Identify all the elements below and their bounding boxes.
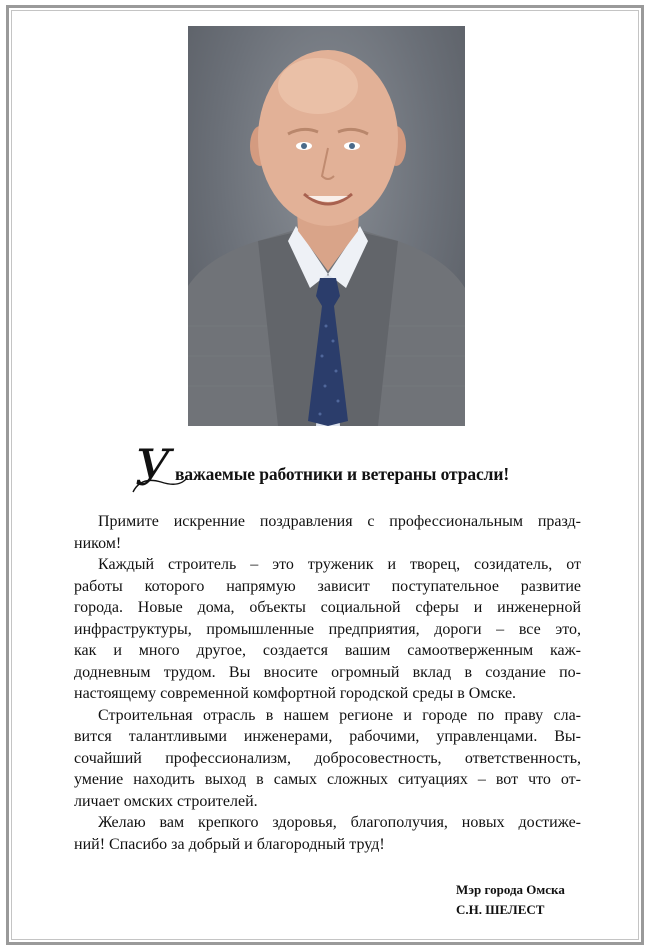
body-line: вится талантливыми инженерами, рабочими, управленцами. Вы- xyxy=(74,728,581,745)
body-line: сочайший профессионализм, добросовестность, ответственность, xyxy=(74,749,581,767)
signature-name: С.Н. ШЕЛЕСТ xyxy=(456,902,545,917)
body-line: Строительная отрасль в нашем регионе и городе по праву сла- xyxy=(98,706,581,724)
body-line: умение находить выход в самых сложных ситуациях – вот что от- xyxy=(74,771,581,788)
body-line: Желаю вам крепкого здоровья, благополучия, новых достиже- xyxy=(98,814,581,831)
heading-initial: У xyxy=(135,439,172,497)
body-line: додневным трудом. Вы вносите огромный вклад в создание по- xyxy=(74,663,581,681)
body-line: Каждый строитель – это труженик и творец, созидатель, от xyxy=(98,556,581,573)
portrait-photo xyxy=(188,26,465,426)
heading-text: важаемые работники и ветераны отрасли! xyxy=(175,464,510,484)
greeting-heading xyxy=(135,439,555,497)
body-line: как и много другое, создается вашим самоотверженным каж- xyxy=(74,642,581,659)
body-line: инфраструктуры, промышленные предприятия, дороги – все это, xyxy=(74,620,581,638)
letter-body xyxy=(74,511,581,855)
signature-title: Мэр города Омска xyxy=(456,882,565,897)
body-line: города. Новые дома, объекты социальной сферы и инженерной xyxy=(74,599,581,616)
signature-block xyxy=(456,880,606,920)
body-line: ний! Спасибо за добрый и благородный труд! xyxy=(74,835,385,853)
portrait-illustration xyxy=(188,26,465,426)
body-line: работы которого напрямую зависит поступательное развитие xyxy=(74,577,581,595)
body-line: Примите искренние поздравления с профессиональным празд- xyxy=(98,513,581,530)
body-line: ником! xyxy=(74,534,122,552)
body-line: личает омских строителей. xyxy=(74,792,258,810)
body-line: настоящему современной комфортной городской среды в Омске. xyxy=(74,685,517,702)
